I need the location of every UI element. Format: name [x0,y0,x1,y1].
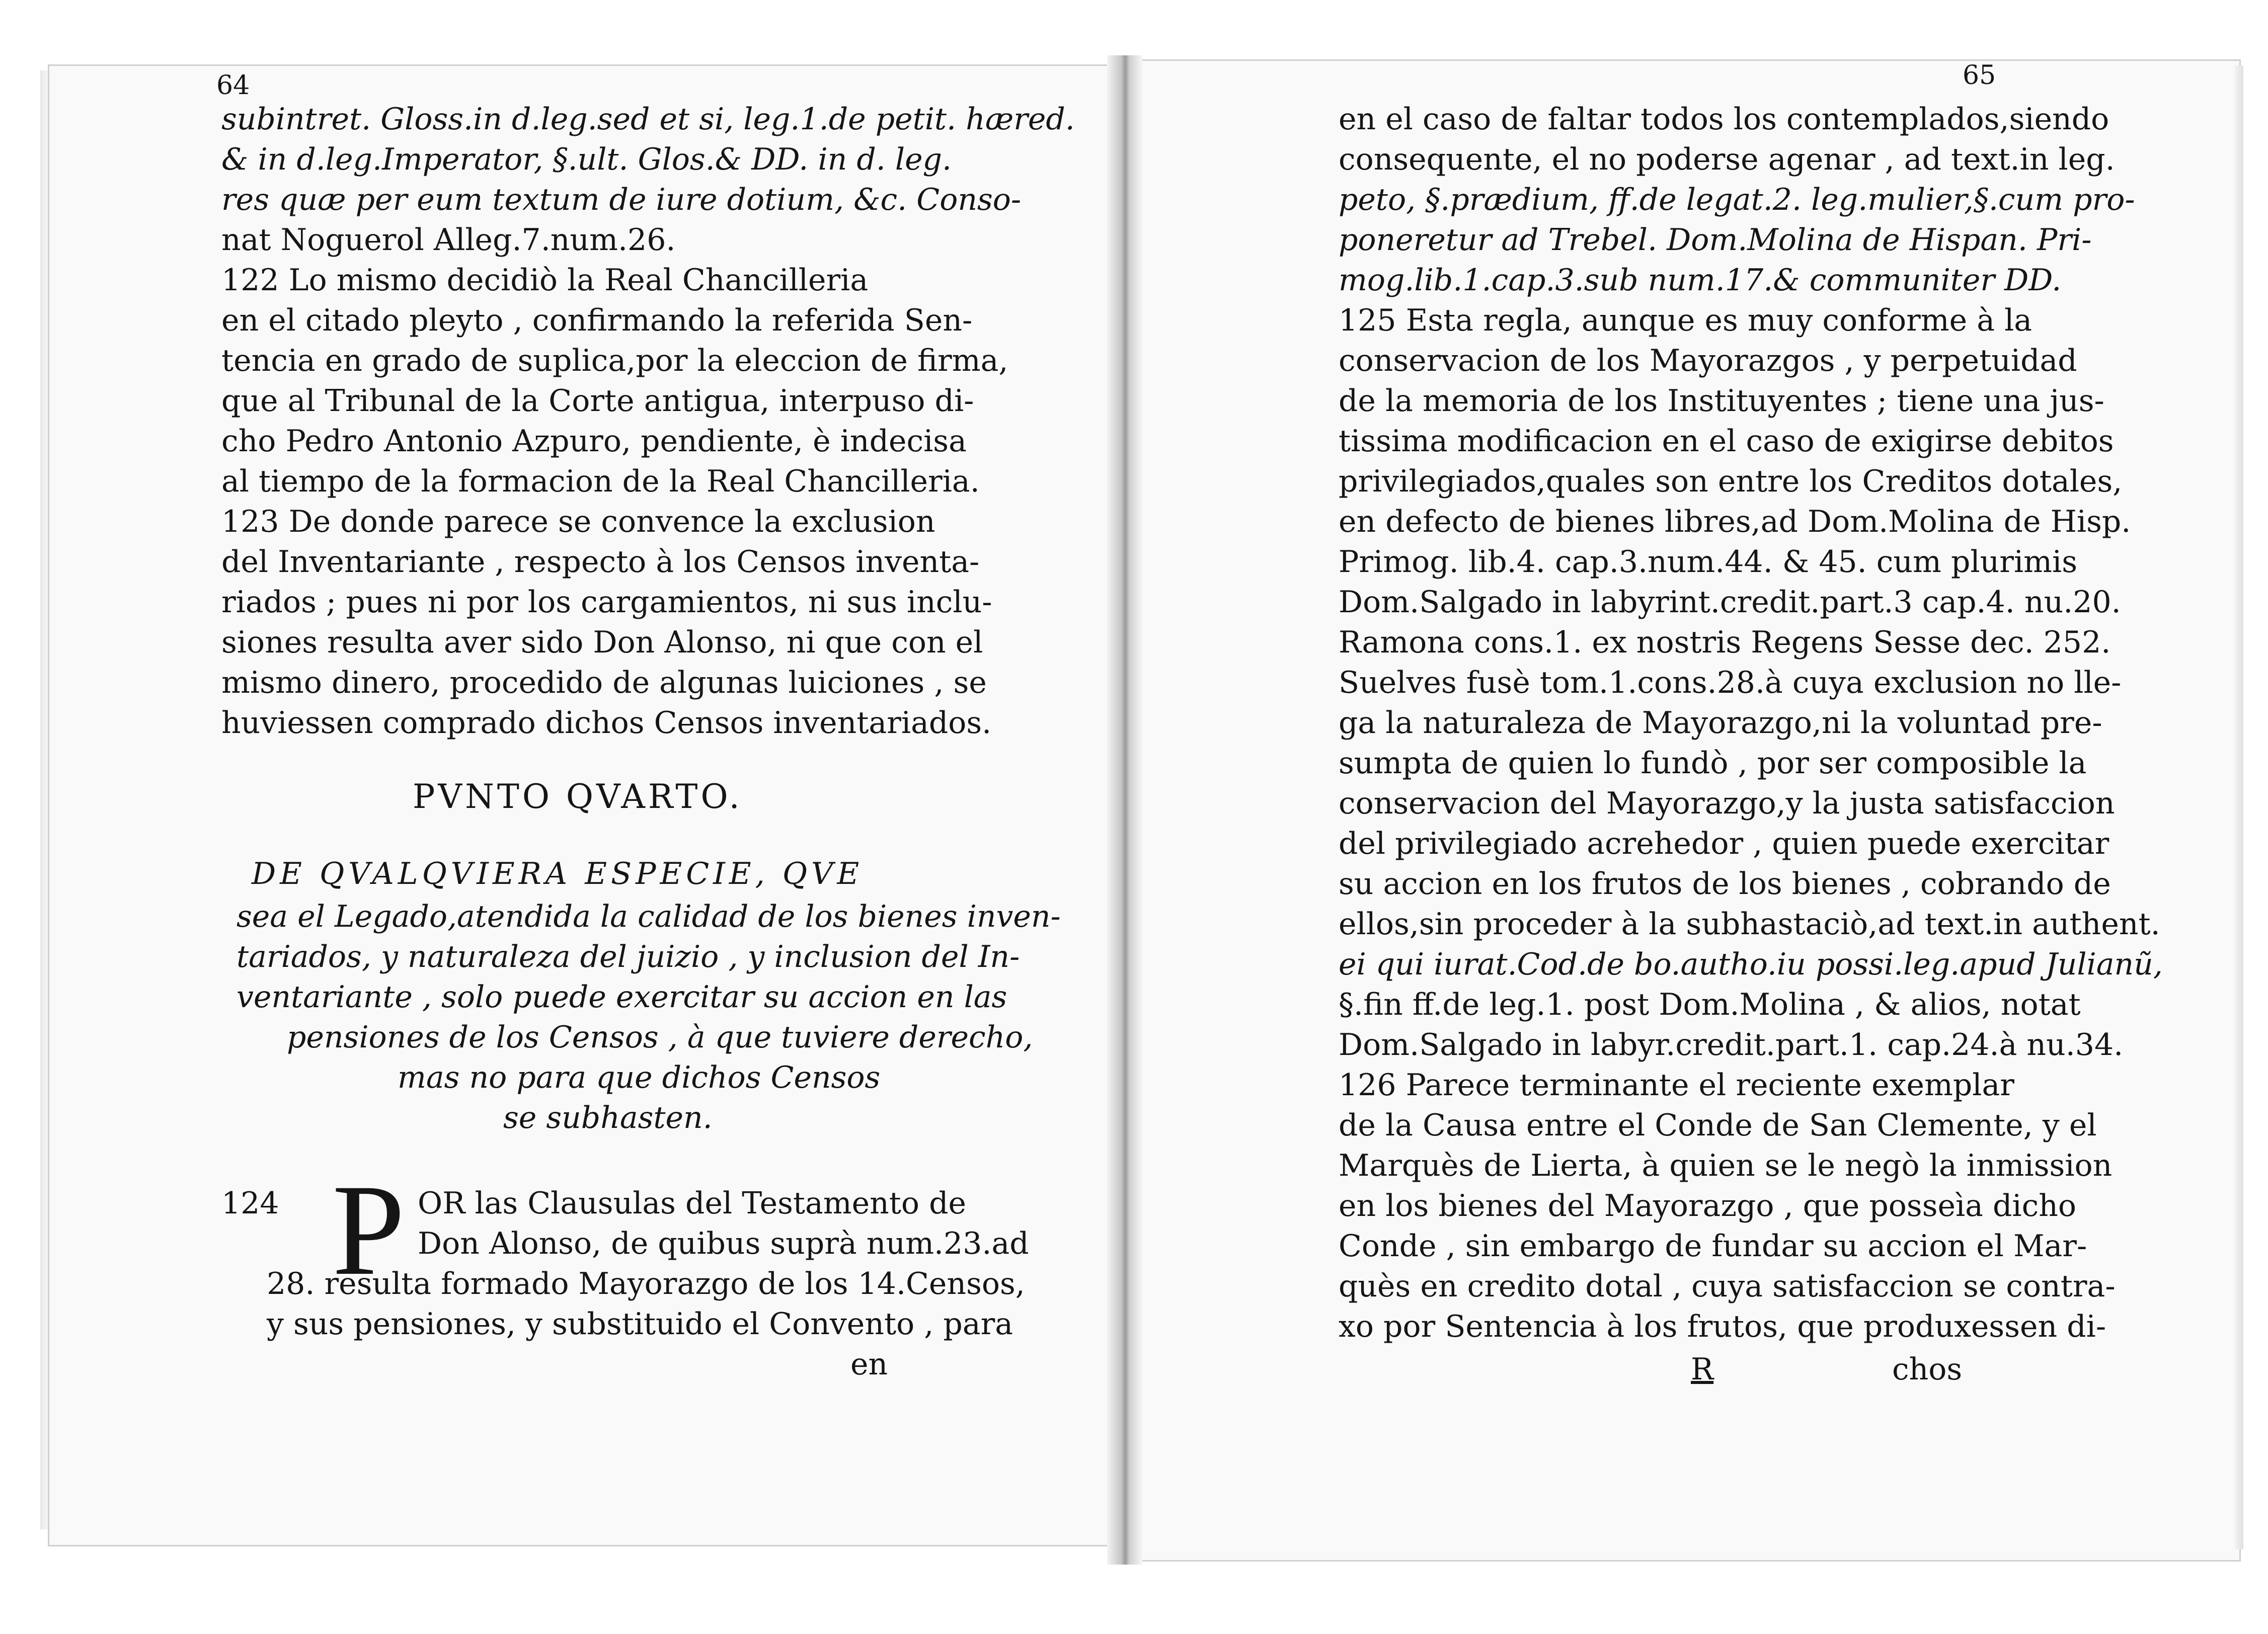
right-page-edges [2234,65,2243,1549]
text-line: Primog. lib.4. cap.3.num.44. & 45. cum plurimis [1339,544,2078,580]
text-line: poneretur ad Trebel. Dom.Molina de Hispan. Pri- [1339,222,2092,258]
left-folio: 64 [216,70,250,101]
text-line: Ramona cons.1. ex nostris Regens Sesse dec. 252. [1339,625,2111,660]
text-line: ei qui iurat.Cod.de bo.autho.iu possi.leg.apud Julianũ, [1339,947,2163,982]
text-line: y sus pensiones, y substituido el Convento , para [267,1306,1013,1342]
paragraph-124-number: 124 [221,1186,279,1221]
text-line: quès en credito dotal , cuya satisfaccion se contra- [1339,1269,2116,1304]
paragraph-126: 126 Parece terminante el reciente exemplar [1339,1068,2014,1103]
drop-cap-initial: P [332,1158,405,1302]
text-line: res quæ per eum textum de iure dotium, &c. Conso- [221,182,1022,217]
text-line: ga la naturaleza de Mayorazgo,ni la voluntad pre- [1339,705,2102,741]
text-line: que al Tribunal de la Corte antigua, interpuso di- [221,383,974,419]
paragraph-125: 125 Esta regla, aunque es muy conforme à la [1339,303,2032,338]
text-line: nat Noguerol Alleg.7.num.26. [221,222,676,258]
paragraph-123: 123 De donde parece se convence la exclusion [221,504,935,539]
summary-line: pensiones de los Censos , à que tuviere derecho, [287,1020,1033,1055]
text-line: en los bienes del Mayorazgo , que posseìa dicho [1339,1188,2076,1223]
text-line: en el citado pleyto , confirmando la referida Sen- [221,303,973,338]
summary-line: se subhasten. [503,1100,713,1135]
text-line: sumpta de quien lo fundò , por ser composible la [1339,746,2087,781]
text-line: riados ; pues ni por los cargamientos, ni sus inclu- [221,585,992,620]
text-line: de la Causa entre el Conde de San Clemente, y el [1339,1108,2097,1143]
text-line: §.fin ff.de leg.1. post Dom.Molina , & alios, notat [1339,987,2081,1022]
text-line: conservacion del Mayorazgo,y la justa satisfaccion [1339,786,2115,821]
text-line: del privilegiado acrehedor , quien puede exercitar [1339,826,2109,861]
text-line: Conde , sin embargo de fundar su accion el Mar- [1339,1229,2087,1264]
summary-line: mas no para que dichos Censos [398,1060,881,1095]
text-line: de la memoria de los Instituyentes ; tiene una jus- [1339,383,2104,419]
text-line: peto, §.prædium, ff.de legat.2. leg.mulier,§.cum pro- [1339,182,2135,217]
right-folio: 65 [1963,60,1996,91]
signature-mark: R [1691,1352,1714,1387]
paragraph-122: 122 Lo mismo decidiò la Real Chancilleria [221,263,869,298]
text-line: Dom.Salgado in labyrint.credit.part.3 cap.4. nu.20. [1339,585,2121,620]
text-line: privilegiados,quales son entre los Creditos dotales, [1339,464,2123,499]
text-line: cho Pedro Antonio Azpuro, pendiente, è indecisa [221,424,967,459]
summary-line: sea el Legado,atendida la calidad de los bienes inven- [237,899,1061,934]
summary-line: tariados, y naturaleza del juizio , y inclusion del In- [237,939,1020,974]
text-line: subintret. Gloss.in d.leg.sed et si, leg.1.de petit. hæred. [221,102,1075,137]
text-line: conservacion de los Mayorazgos , y perpetuidad [1339,343,2077,378]
text-line: ellos,sin proceder à la subhastaciò,ad text.in authent. [1339,907,2160,942]
text-line: Marquès de Lierta, à quien se le negò la inmission [1339,1148,2113,1183]
text-line: consequente, el no poderse agenar , ad text.in leg. [1339,142,2115,177]
text-line: 28. resulta formado Mayorazgo de los 14.Censos, [267,1266,1025,1301]
catchword: en [850,1347,888,1382]
book-gutter [1107,55,1142,1565]
text-line: tissima modificacion en el caso de exigirse debitos [1339,424,2114,459]
catchword: chos [1892,1352,1963,1387]
text-line: OR las Clausulas del Testamento de [418,1186,967,1221]
text-line: & in d.leg.Imperator, §.ult. Glos.& DD. in d. leg. [221,142,952,177]
text-line: al tiempo de la formacion de la Real Chancilleria. [221,464,980,499]
text-line: Dom.Salgado in labyr.credit.part.1. cap.24.à nu.34. [1339,1027,2124,1063]
text-line: huviessen comprado dichos Censos inventariados. [221,705,992,741]
text-line: Don Alonso, de quibus suprà num.23.ad [418,1226,1029,1261]
summary-line: DE QVALQVIERA ESPECIE, QVE [252,856,864,891]
section-heading: PVNTO QVARTO. [413,777,743,816]
text-line: siones resulta aver sido Don Alonso, ni que con el [221,625,983,660]
text-line: en defecto de bienes libres,ad Dom.Molina de Hisp. [1339,504,2131,539]
text-line: xo por Sentencia à los frutos, que produxessen di- [1339,1309,2106,1344]
summary-line: ventariante , solo puede exercitar su accion en las [237,979,1007,1015]
text-line: mismo dinero, procedido de algunas luiciones , se [221,665,987,700]
text-line: su accion en los frutos de los bienes , cobrando de [1339,866,2111,902]
text-line: Suelves fusè tom.1.cons.28.à cuya exclusion no lle- [1339,665,2122,700]
text-line: tencia en grado de suplica,por la eleccion de firma, [221,343,1008,378]
text-line: mog.lib.1.cap.3.sub num.17.& communiter DD. [1339,263,2062,298]
text-line: del Inventariante , respecto à los Censos inventa- [221,544,980,580]
text-line: en el caso de faltar todos los contemplados,siendo [1339,102,2109,137]
